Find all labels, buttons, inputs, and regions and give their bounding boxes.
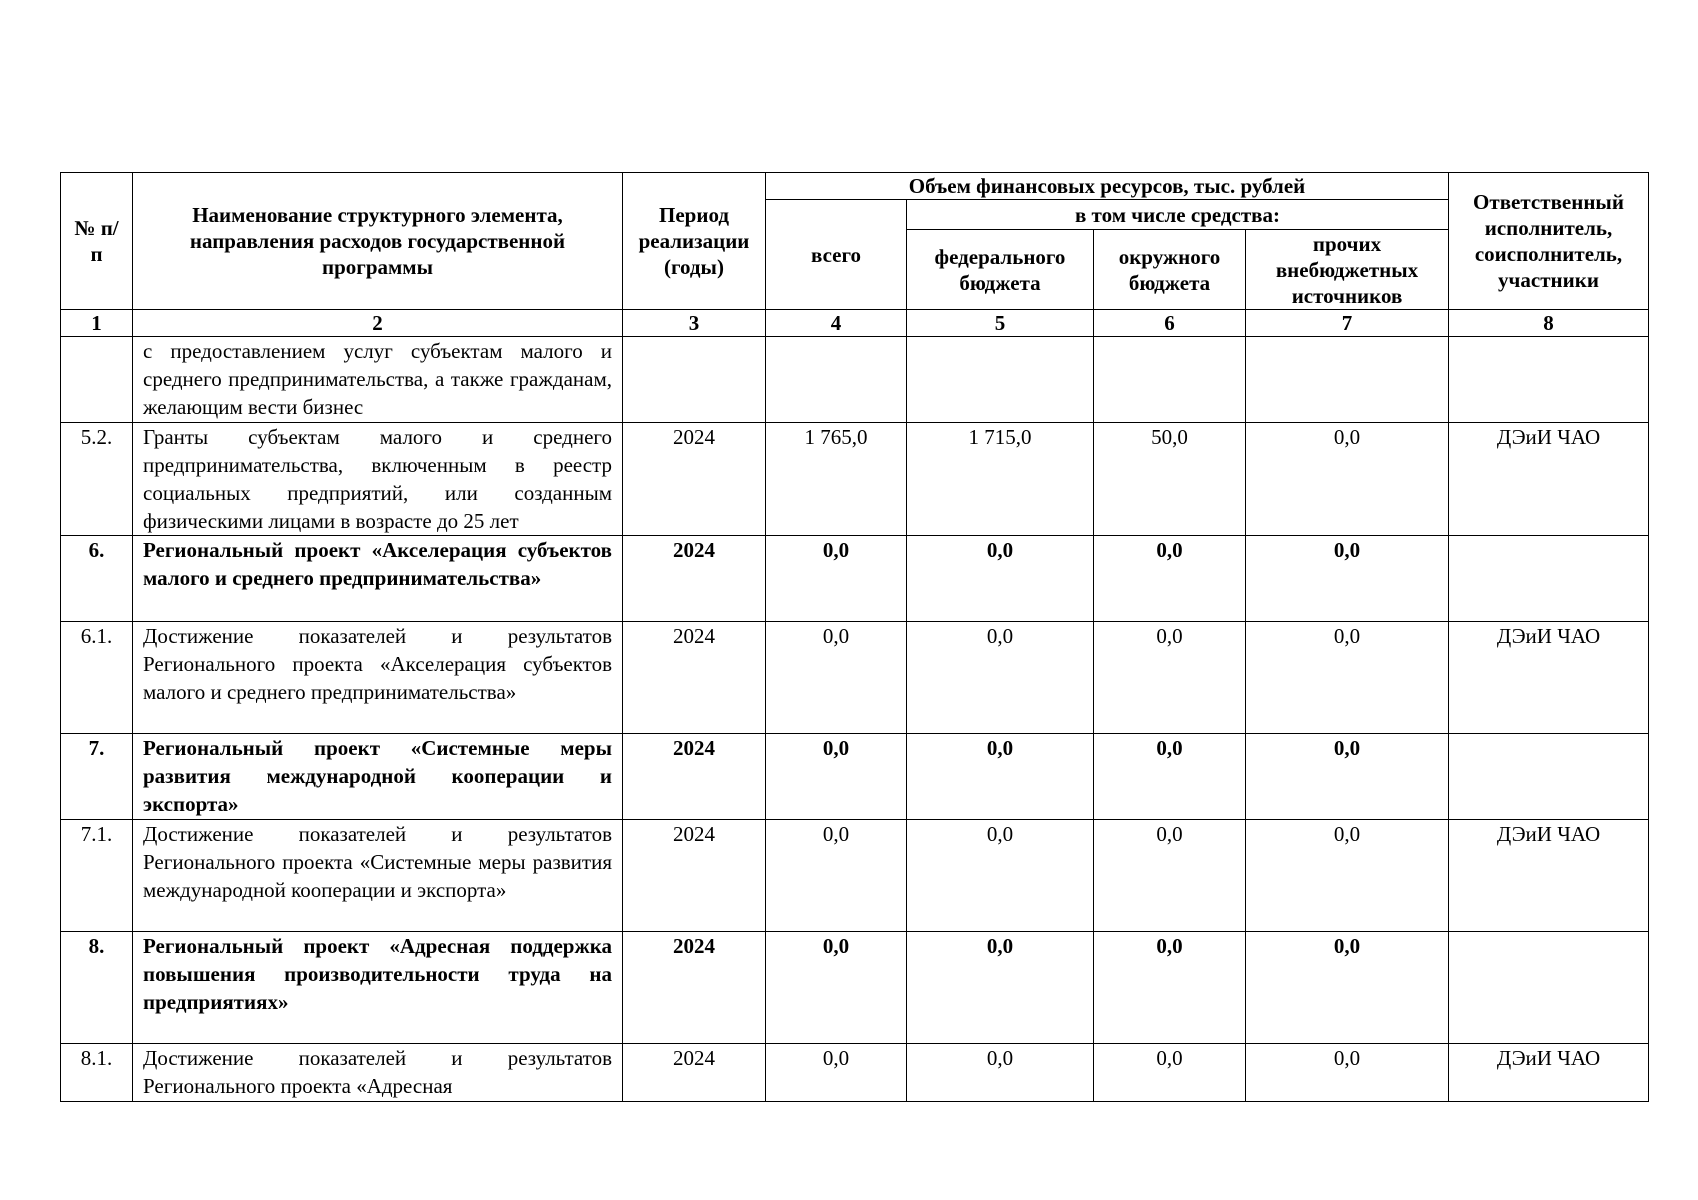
row-district	[1094, 337, 1246, 423]
column-number-row	[61, 310, 1649, 337]
column-number: 7	[1246, 310, 1449, 337]
row-period: 2024	[623, 734, 766, 820]
table-row	[61, 1044, 1649, 1102]
row-executor: ДЭиИ ЧАО	[1449, 1044, 1649, 1102]
row-federal: 0,0	[907, 932, 1094, 1044]
row-district: 0,0	[1094, 820, 1246, 932]
row-other: 0,0	[1246, 820, 1449, 932]
row-other: 0,0	[1246, 932, 1449, 1044]
table-row	[61, 423, 1649, 536]
row-total: 1 765,0	[766, 423, 907, 536]
table-row	[61, 622, 1649, 734]
row-name: Региональный проект «Акселерация субъектов малого и среднего предпринимательства»	[133, 536, 623, 622]
row-name: с предоставлением услуг субъектам малого и среднего предпринимательства, а также гражданам, желающим вести бизнес	[133, 337, 623, 423]
column-number: 1	[61, 310, 133, 337]
row-district: 0,0	[1094, 734, 1246, 820]
row-executor	[1449, 337, 1649, 423]
row-period: 2024	[623, 1044, 766, 1102]
row-number: 8.1.	[61, 1044, 133, 1102]
header-col-federal: федерального бюджета	[907, 230, 1094, 310]
row-period: 2024	[623, 622, 766, 734]
row-period: 2024	[623, 932, 766, 1044]
row-number: 7.1.	[61, 820, 133, 932]
row-period: 2024	[623, 536, 766, 622]
row-name: Гранты субъектам малого и среднего предпринимательства, включенным в реестр социальных предприятий, или созданным физическими лицами в возрасте до 25 лет	[133, 423, 623, 536]
row-other: 0,0	[1246, 536, 1449, 622]
column-number: 4	[766, 310, 907, 337]
column-number: 3	[623, 310, 766, 337]
column-number: 2	[133, 310, 623, 337]
row-federal: 1 715,0	[907, 423, 1094, 536]
table-row	[61, 337, 1649, 423]
row-period	[623, 337, 766, 423]
row-total: 0,0	[766, 734, 907, 820]
row-federal: 0,0	[907, 622, 1094, 734]
row-name: Региональный проект «Адресная поддержка повышения производительности труда на предприятиях»	[133, 932, 623, 1044]
row-number: 8.	[61, 932, 133, 1044]
table-body	[61, 337, 1649, 1102]
row-total: 0,0	[766, 1044, 907, 1102]
row-executor	[1449, 536, 1649, 622]
row-name: Региональный проект «Системные меры развития международной кооперации и экспорта»	[133, 734, 623, 820]
row-number: 5.2.	[61, 423, 133, 536]
header-col-other: прочих внебюджетных источников	[1246, 230, 1449, 310]
row-other: 0,0	[1246, 423, 1449, 536]
header-col-period: Период реализации (годы)	[623, 173, 766, 310]
header-col-total: всего	[766, 200, 907, 310]
row-district: 0,0	[1094, 1044, 1246, 1102]
table-row	[61, 820, 1649, 932]
row-district: 0,0	[1094, 932, 1246, 1044]
row-district: 0,0	[1094, 622, 1246, 734]
row-period: 2024	[623, 820, 766, 932]
row-executor: ДЭиИ ЧАО	[1449, 820, 1649, 932]
row-executor	[1449, 932, 1649, 1044]
row-total: 0,0	[766, 932, 907, 1044]
row-federal: 0,0	[907, 536, 1094, 622]
column-number: 8	[1449, 310, 1649, 337]
row-name: Достижение показателей и результатов Регионального проекта «Системные меры развития международной кооперации и экспорта»	[133, 820, 623, 932]
row-federal	[907, 337, 1094, 423]
column-number: 5	[907, 310, 1094, 337]
row-period: 2024	[623, 423, 766, 536]
header-col-district: окружного бюджета	[1094, 230, 1246, 310]
row-other: 0,0	[1246, 734, 1449, 820]
finance-table	[60, 172, 1649, 1102]
header-col-name: Наименование структурного элемента, направления расходов государственной программы	[133, 173, 623, 310]
row-federal: 0,0	[907, 1044, 1094, 1102]
row-district: 50,0	[1094, 423, 1246, 536]
header-col-executor: Ответственный исполнитель, соисполнитель, участники	[1449, 173, 1649, 310]
row-federal: 0,0	[907, 734, 1094, 820]
row-other: 0,0	[1246, 1044, 1449, 1102]
table-row	[61, 536, 1649, 622]
row-executor: ДЭиИ ЧАО	[1449, 622, 1649, 734]
row-other: 0,0	[1246, 622, 1449, 734]
row-district: 0,0	[1094, 536, 1246, 622]
header-finance-group: Объем финансовых ресурсов, тыс. рублей	[766, 173, 1449, 200]
row-executor	[1449, 734, 1649, 820]
column-number: 6	[1094, 310, 1246, 337]
row-number: 7.	[61, 734, 133, 820]
header-col-number: № п/п	[61, 173, 133, 310]
row-number	[61, 337, 133, 423]
row-number: 6.1.	[61, 622, 133, 734]
row-name: Достижение показателей и результатов Регионального проекта «Акселерация субъектов малого и среднего предпринимательства»	[133, 622, 623, 734]
table-row	[61, 734, 1649, 820]
table-header	[61, 173, 1649, 337]
row-name: Достижение показателей и результатов Регионального проекта «Адресная	[133, 1044, 623, 1102]
row-other	[1246, 337, 1449, 423]
row-federal: 0,0	[907, 820, 1094, 932]
row-total	[766, 337, 907, 423]
row-executor: ДЭиИ ЧАО	[1449, 423, 1649, 536]
row-total: 0,0	[766, 536, 907, 622]
row-total: 0,0	[766, 820, 907, 932]
header-including-group: в том числе средства:	[907, 200, 1449, 230]
row-total: 0,0	[766, 622, 907, 734]
table-row	[61, 932, 1649, 1044]
row-number: 6.	[61, 536, 133, 622]
